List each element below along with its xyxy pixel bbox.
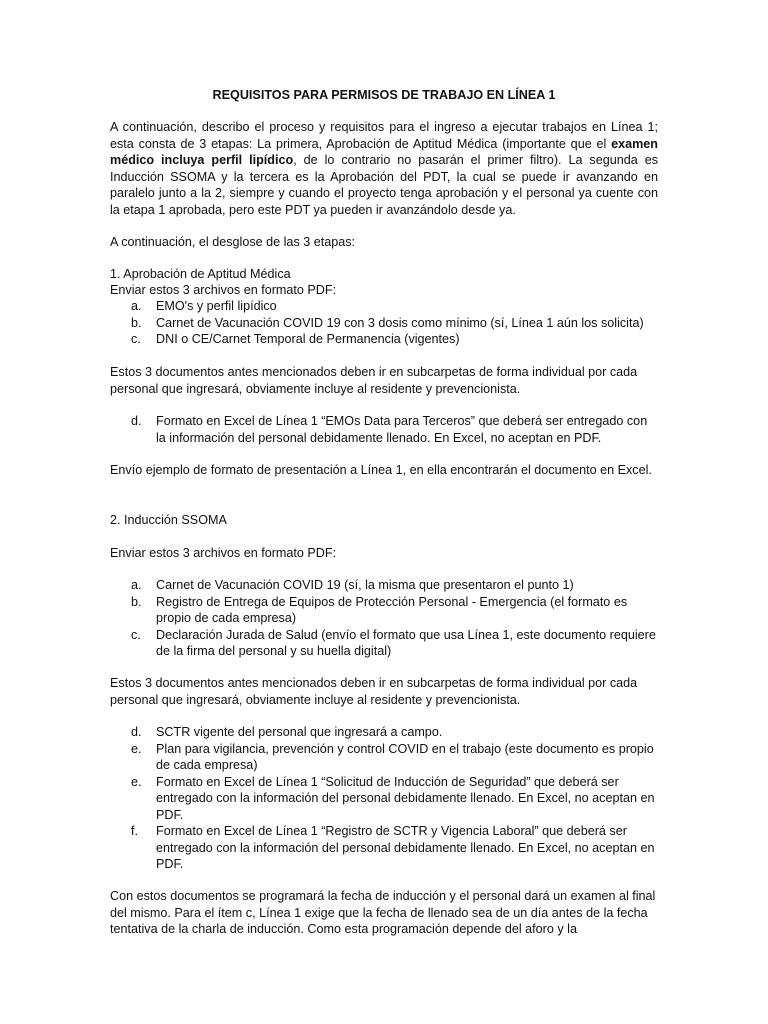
- list-item-text: Plan para vigilancia, prevención y control COVID en el trabajo (este documento es propio de cada empresa): [156, 741, 654, 772]
- list-item-text: Carnet de Vacunación COVID 19 (sí, la misma que presentaron el punto 1): [156, 578, 574, 592]
- stage2-heading: 2. Inducción SSOMA: [110, 513, 227, 527]
- list-item: [110, 774, 658, 824]
- list-item-text: Formato en Excel de Línea 1 “EMOs Data para Terceros” que deberá ser entregado con la información del personal debidamente llenado. En Excel, no aceptan en PDF.: [156, 414, 648, 445]
- list-item: [110, 298, 658, 315]
- list-marker: a.: [131, 299, 142, 313]
- list-item: [110, 577, 658, 594]
- stage1-list: [110, 298, 658, 348]
- list-marker: d.: [131, 414, 142, 428]
- stage2-send-label: Enviar estos 3 archivos en formato PDF:: [110, 546, 337, 560]
- list-item: [110, 594, 658, 627]
- list-item-text: EMO's y perfil lipídico: [156, 299, 277, 313]
- list-item-text: Formato en Excel de Línea 1 “Registro de SCTR y Vigencia Laboral” que deberá ser entregado con la información del personal debidamente llenado. En Excel, no aceptan en PDF.: [156, 824, 655, 871]
- list-item: [110, 413, 658, 446]
- list-item: [110, 724, 658, 741]
- document-title: REQUISITOS PARA PERMISOS DE TRABAJO EN LÍNEA 1: [212, 88, 556, 102]
- list-marker: b.: [131, 594, 142, 609]
- stage1-note: Estos 3 documentos antes mencionados deben ir en subcarpetas de forma individual por cada personal que ingresará, obviamente incluye al residente y prevencionista.: [110, 365, 638, 396]
- list-item: [110, 627, 658, 660]
- stage2-note: Estos 3 documentos antes mencionados deben ir en subcarpetas de forma individual por cada personal que ingresará, obviamente incluye al residente y prevencionista.: [110, 676, 638, 707]
- stage2-closing: Con estos documentos se programará la fecha de inducción y el personal dará un examen al final del mismo. Para el ítem c, Línea 1 exige que la fecha de llenado sea de un día antes de la fecha tentativa de la charla de inducción. Como esta programación depende del aforo y la: [110, 889, 656, 936]
- intro-text-end: , de lo contrario no pasarán el primer filtro). La segunda es Inducción SSOMA y la tercera es la Aprobación del PDT, la cual se puede ir avanzando en paralelo junto a la 2, siempre y cuando el proyecto tenga aprobación y el personal ya cuente con la etapa 1 aprobada, pero este PDT ya pueden ir avanzándolo desde ya.: [110, 153, 658, 217]
- list-item-text: Declaración Jurada de Salud (envío el formato que usa Línea 1, este documento requiere de la firma del personal y su huella digital): [156, 627, 656, 658]
- list-marker: e.: [131, 774, 142, 789]
- list-marker: e.: [131, 741, 142, 756]
- list-marker: d.: [131, 725, 142, 739]
- list-item: [110, 315, 658, 332]
- stage1-heading: 1. Aprobación de Aptitud Médica: [110, 267, 291, 281]
- stage1-list-2: [110, 413, 658, 446]
- intro-bold-text: examen médico incluya perfil lipídico: [110, 136, 658, 167]
- list-item-text: Carnet de Vacunación COVID 19 con 3 dosis como mínimo (sí, Línea 1 aún los solicita): [156, 315, 644, 330]
- list-item-text: SCTR vigente del personal que ingresará a campo.: [156, 725, 443, 739]
- intro-paragraph: [110, 119, 658, 218]
- list-item: [110, 331, 658, 348]
- list-marker: c.: [131, 332, 141, 346]
- breakdown-intro: A continuación, el desglose de las 3 etapas:: [110, 235, 356, 249]
- list-item-text: DNI o CE/Carnet Temporal de Permanencia (vigentes): [156, 332, 460, 346]
- list-marker: f.: [131, 824, 138, 838]
- list-item-text: Registro de Entrega de Equipos de Protección Personal - Emergencia (el formato es propio de cada empresa): [156, 594, 628, 625]
- list-item: [110, 741, 658, 774]
- list-marker: b.: [131, 315, 142, 330]
- stage2-list: [110, 577, 658, 660]
- list-item: [110, 823, 658, 873]
- list-marker: c.: [131, 627, 141, 642]
- list-item-text: Formato en Excel de Línea 1 “Solicitud de Inducción de Seguridad” que deberá ser entregado con la información del personal debidamente llenado. En Excel, no aceptan en PDF.: [156, 774, 655, 822]
- stage1-example: Envío ejemplo de formato de presentación a Línea 1, en ella encontrarán el documento en Excel.: [110, 463, 652, 477]
- stage1-send-label: Enviar estos 3 archivos en formato PDF:: [110, 283, 337, 297]
- intro-text-start: A continuación, describo el proceso y requisitos para el ingreso a ejecutar trabajos en Línea 1; esta consta de 3 etapas: La primera, Aprobación de Aptitud Médica (importante que el: [110, 120, 658, 151]
- stage2-list-2: [110, 724, 658, 873]
- list-marker: a.: [131, 578, 142, 592]
